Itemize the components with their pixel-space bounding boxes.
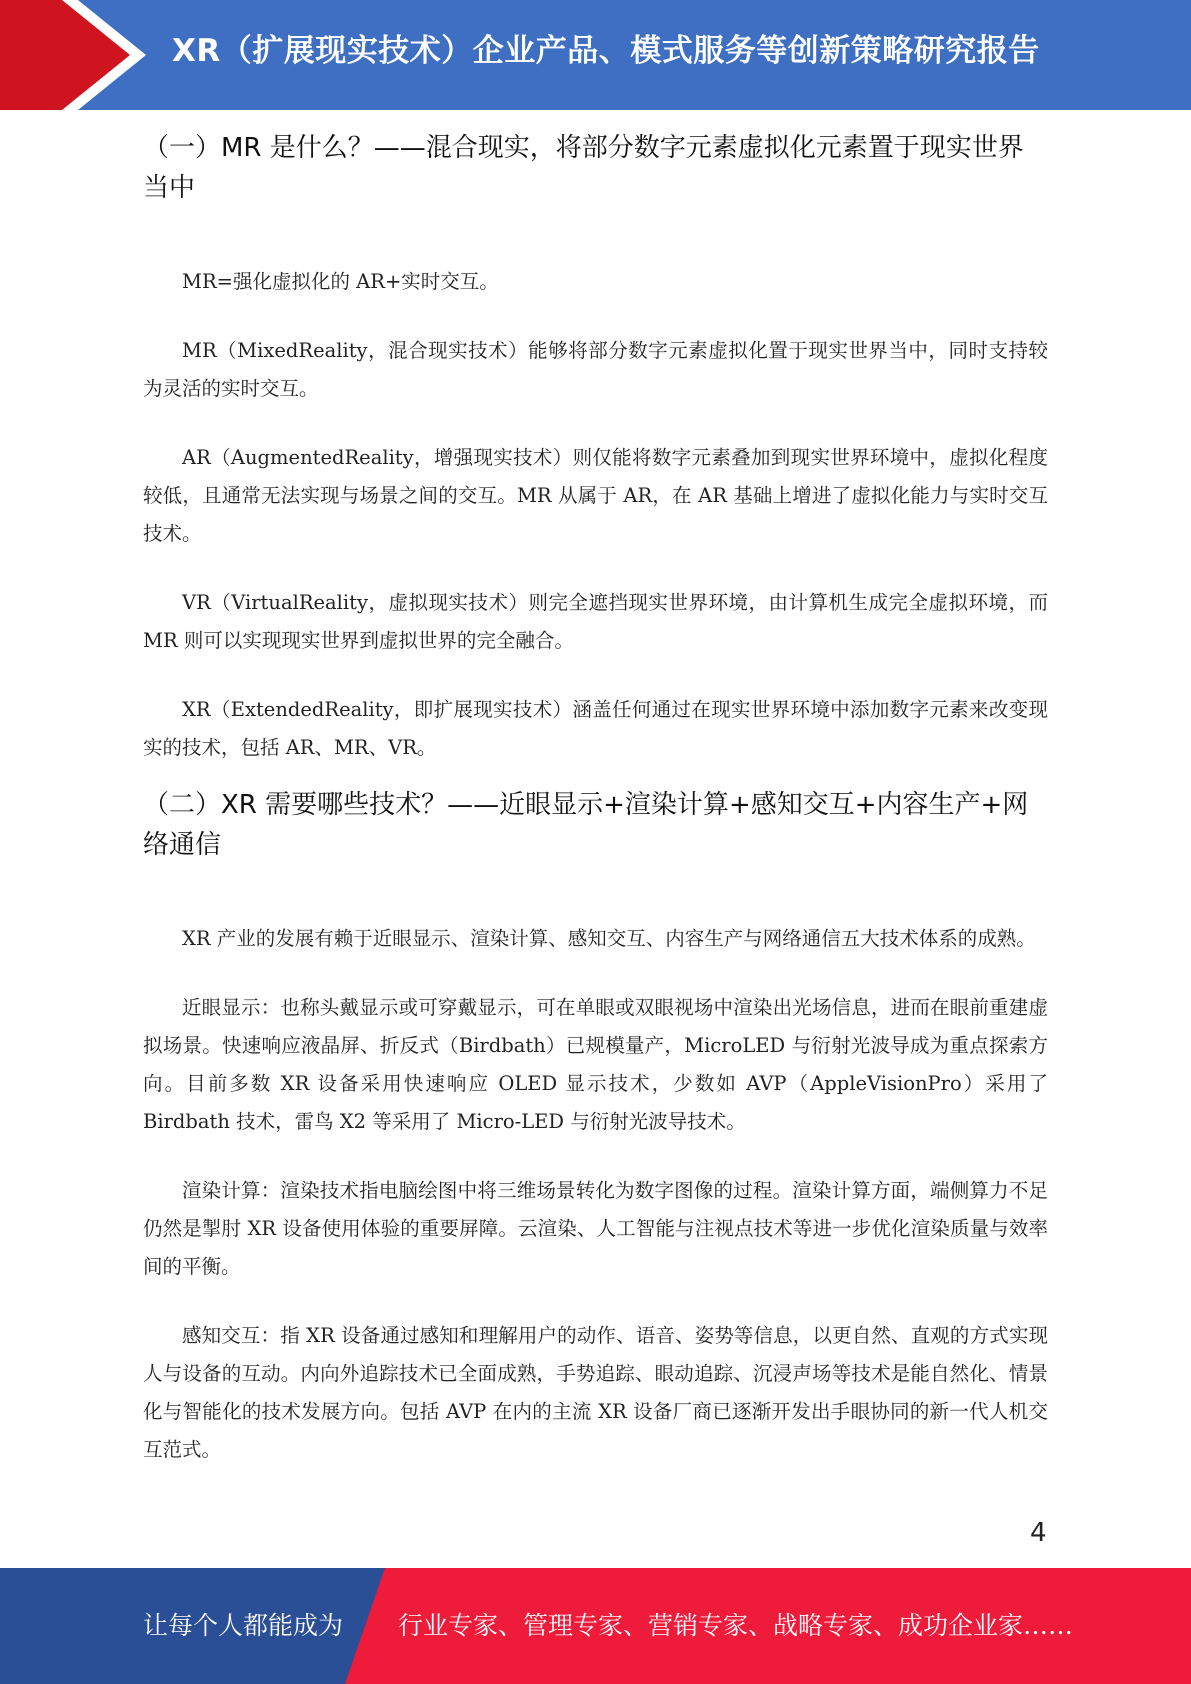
paragraph: 渲染计算：渲染技术指电脑绘图中将三维场景转化为数字图像的过程。渲染计算方面，端侧算力不足仍然是掣肘 XR 设备使用体验的重要屏障。云渲染、人工智能与注视点技术等进一步优化渲染质量与效率间的平衡。 xyxy=(143,1179,1048,1278)
paragraph: AR（AugmentedReality，增强现实技术）则仅能将数字元素叠加到现实世界环境中，虚拟化程度较低，且通常无法实现与场景之间的交互。MR 从属于 AR，在 AR 基础上增进了虚拟化能力与实时交互技术。 xyxy=(143,446,1048,545)
paragraph: MR（MixedReality，混合现实技术）能够将部分数字元素虚拟化置于现实世界当中，同时支持较为灵活的实时交互。 xyxy=(143,339,1048,400)
section-heading-1: （一）MR 是什么？——混合现实，将部分数字元素虚拟化元素置于现实世界当中 xyxy=(143,133,1024,203)
footer-band xyxy=(0,1568,1191,1684)
footer-slogan-right: 行业专家、管理专家、营销专家、战略专家、成功企业家…… xyxy=(398,1611,1074,1640)
paragraph: VR（VirtualReality，虚拟现实技术）则完全遮挡现实世界环境，由计算机生成完全虚拟环境，而 MR 则可以实现现实世界到虚拟世界的完全融合。 xyxy=(143,591,1048,652)
report-title: XR（扩展现实技术）企业产品、模式服务等创新策略研究报告 xyxy=(172,33,1040,69)
page-content xyxy=(143,128,1048,1469)
section-heading-2: （二）XR 需要哪些技术？——近眼显示+渲染计算+感知交互+内容生产+网络通信 xyxy=(143,790,1029,860)
paragraph: XR 产业的发展有赖于近眼显示、渲染计算、感知交互、内容生产与网络通信五大技术体系的成熟。 xyxy=(182,927,1036,950)
paragraph: 近眼显示：也称头戴显示或可穿戴显示，可在单眼或双眼视场中渲染出光场信息，进而在眼前重建虚拟场景。快速响应液晶屏、折反式（Birdbath）已规模量产，MicroLED 与衍射光波导成为重点探索方向。目前多数 XR 设备采用快速响应 OLED 显示技术，少数如 AVP（AppleVisionPro）采用了 Birdbath 技术，雷鸟 X2 等采用了 Micro-LED 与衍射光波导技术。 xyxy=(143,996,1048,1133)
paragraph: XR（ExtendedReality，即扩展现实技术）涵盖任何通过在现实世界环境中添加数字元素来改变现实的技术，包括 AR、MR、VR。 xyxy=(143,698,1048,759)
header-band xyxy=(0,0,1191,110)
paragraph: 感知交互：指 XR 设备通过感知和理解用户的动作、语音、姿势等信息，以更自然、直观的方式实现人与设备的互动。内向外追踪技术已全面成熟，手势追踪、眼动追踪、沉浸声场等技术是能自然化、情景化与智能化的技术发展方向。包括 AVP 在内的主流 XR 设备厂商已逐渐开发出手眼协同的新一代人机交互范式。 xyxy=(143,1324,1048,1461)
page-number: 4 xyxy=(1030,1518,1047,1548)
paragraph: MR=强化虚拟化的 AR+实时交互。 xyxy=(182,270,499,293)
footer-slogan-left: 让每个人都能成为 xyxy=(143,1611,344,1640)
